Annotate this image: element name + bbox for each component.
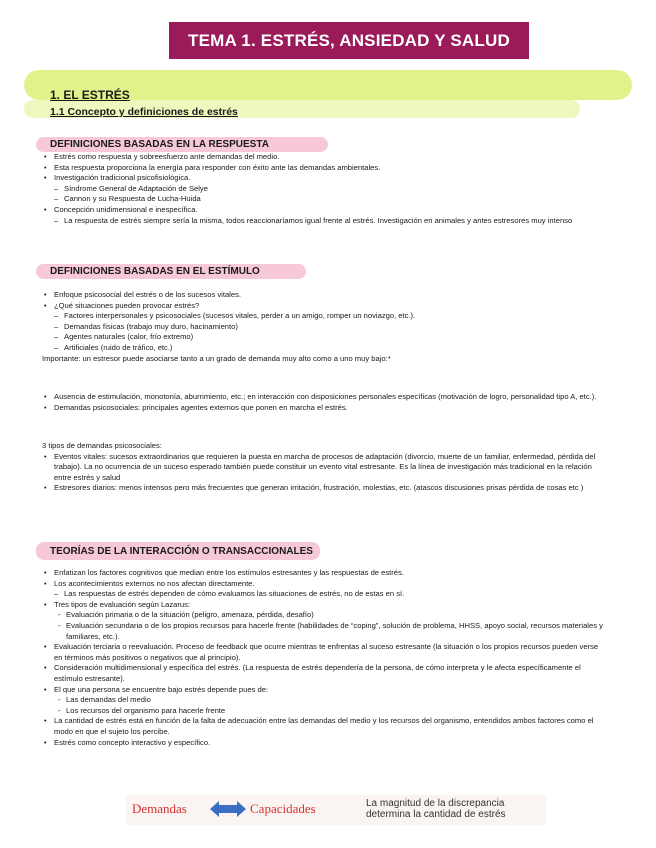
bullet-item: • Estresores diarios: menos intensos pero más frecuentes que generan irritación, frustración, molestias, etc. (atascos discusiones prisas pérdida de cosas etc ) <box>42 483 602 494</box>
bullet-item: • ¿Qué situaciones pueden provocar estrés? <box>42 301 602 312</box>
bullet-item: • Consideración multidimensional y específica del estrés. (La respuesta de estrés dependería de la persona, de cómo interpreta y le afecta específicamente el estímulo estresante). <box>42 663 604 684</box>
estimulo-list-3 <box>42 441 602 494</box>
sub-item: – Factores interpersonales y psicosociales (sucesos vitales, perder a un amigo, romper un noviazgo, etc.). <box>42 311 602 322</box>
bullet-item: • Tres tipos de evaluación según Lazarus: <box>42 600 604 611</box>
bullet-item: • Estrés como concepto interactivo y específico. <box>42 738 604 749</box>
sub-item: – Artificiales (ruido de tráfico, etc.) <box>42 343 602 354</box>
sub-item: – Síndrome General de Adaptación de Selye <box>42 184 602 195</box>
sub-item: – Cannon y su Respuesta de Lucha-Huida <box>42 194 602 205</box>
sub-item: – La respuesta de estrés siempre sería la misma, todos reaccionaríamos igual frente al estrés. Investigación en animales y antes estresores muy intenso <box>42 216 602 227</box>
diagram-note <box>366 798 506 820</box>
sub-item: – Demandas físicas (trabajo muy duro, hacinamiento) <box>42 322 602 333</box>
paragraph: Importante: un estresor puede asociarse tanto a un grado de demanda muy alto como a uno muy bajo:* <box>42 353 391 363</box>
bullet-item: • Concepción unidimensional e inespecífica. <box>42 205 602 216</box>
heading-interaccion: TEORÍAS DE LA INTERACCIÓN O TRANSACCIONALES <box>36 542 320 560</box>
bullet-item: • Los acontecimientos externos no nos afectan directamente. <box>42 579 604 590</box>
double-arrow-icon <box>210 799 246 819</box>
sub-item: - Evaluación primaria o de la situación (peligro, amenaza, pérdida, desafío) <box>42 610 604 621</box>
bullet-item: • Eventos vitales: sucesos extraordinarios que requieren la puesta en marcha de procesos de adaptación (divorcio, muerte de un familiar, enfermedad, pérdida del trabajo). La no ocurrencia de un suceso esperado también puede constituir un evento vital estresante. Es la línea de investigación más tradicional en la relación entre estrés y salud <box>42 452 602 484</box>
bullet-item: • Evaluación terciaria o reevaluación. Proceso de feedback que ocurre mientras te enfrentas al suceso estresante (la situación o los propios recursos pueden verse en términos más positivos o negativos que al principio). <box>42 642 604 663</box>
sub-item: – Las respuestas de estrés dependen de cómo evaluamos las situaciones de estrés, no de estas en sí. <box>42 589 604 600</box>
respuesta-list <box>42 152 602 226</box>
document-title: TEMA 1. ESTRÉS, ANSIEDAD Y SALUD <box>169 22 529 59</box>
sub-item: - Los recursos del organismo para hacerle frente <box>42 706 604 717</box>
bullet-item: • Investigación tradicional psicofisiológica. <box>42 173 602 184</box>
bullet-item: • Demandas psicosociales: principales agentes externos que ponen en marcha el estrés. <box>42 403 602 414</box>
stress-diagram <box>126 795 546 825</box>
diagram-note-line2: determina la cantidad de estrés <box>366 809 506 820</box>
bullet-item: • Enfoque psicosocial del estrés o de los sucesos vitales. <box>42 290 602 301</box>
bullet-item: • Enfatizan los factores cognitivos que median entre los estímulos estresantes y las respuestas de estrés. <box>42 568 604 579</box>
capacidades-label: Capacidades <box>250 801 316 816</box>
heading-respuesta: DEFINICIONES BASADAS EN LA RESPUESTA <box>36 137 328 152</box>
bullet-item: • El que una persona se encuentre bajo estrés depende pues de: <box>42 685 604 696</box>
demandas-label: Demandas <box>132 801 187 816</box>
section-title: 1. EL ESTRÉS <box>50 88 130 102</box>
sub-item: - Las demandas del medio <box>42 695 604 706</box>
heading-estimulo: DEFINICIONES BASADAS EN EL ESTÍMULO <box>36 264 306 279</box>
diagram-note-line1: La magnitud de la discrepancia <box>366 798 505 809</box>
sub-item: – Agentes naturales (calor, frío extremo) <box>42 332 602 343</box>
paragraph: 3 tipos de demandas psicosociales: <box>42 441 162 450</box>
sub-item: - Evaluación secundaria o de los propios recursos para hacerle frente (habilidades de “coping”, solución de problema, HHSS, apoyo social, recursos materiales y familiares, etc.). <box>42 621 604 642</box>
estimulo-list-2 <box>42 392 602 413</box>
interaccion-list <box>42 568 604 748</box>
bullet-item: • Esta respuesta proporciona la energía para responder con éxito ante las demandas ambientales. <box>42 163 602 174</box>
estimulo-list-1 <box>42 290 602 364</box>
bullet-item: • Ausencia de estimulación, monotonía, aburrimiento, etc.; en interacción con disposiciones personales específicas (motivación de logro, personalidad tipo A, etc.). <box>42 392 602 403</box>
subsection-title: 1.1 Concepto y definiciones de estrés <box>50 106 238 118</box>
bullet-item: • La cantidad de estrés está en función de la falta de adecuación entre las demandas del medio y los recursos del organismo, entendidos ambos factores como el modo en que el sujeto los percibe. <box>42 716 604 737</box>
bullet-item: • Estrés como respuesta y sobreesfuerzo ante demandas del medio. <box>42 152 602 163</box>
